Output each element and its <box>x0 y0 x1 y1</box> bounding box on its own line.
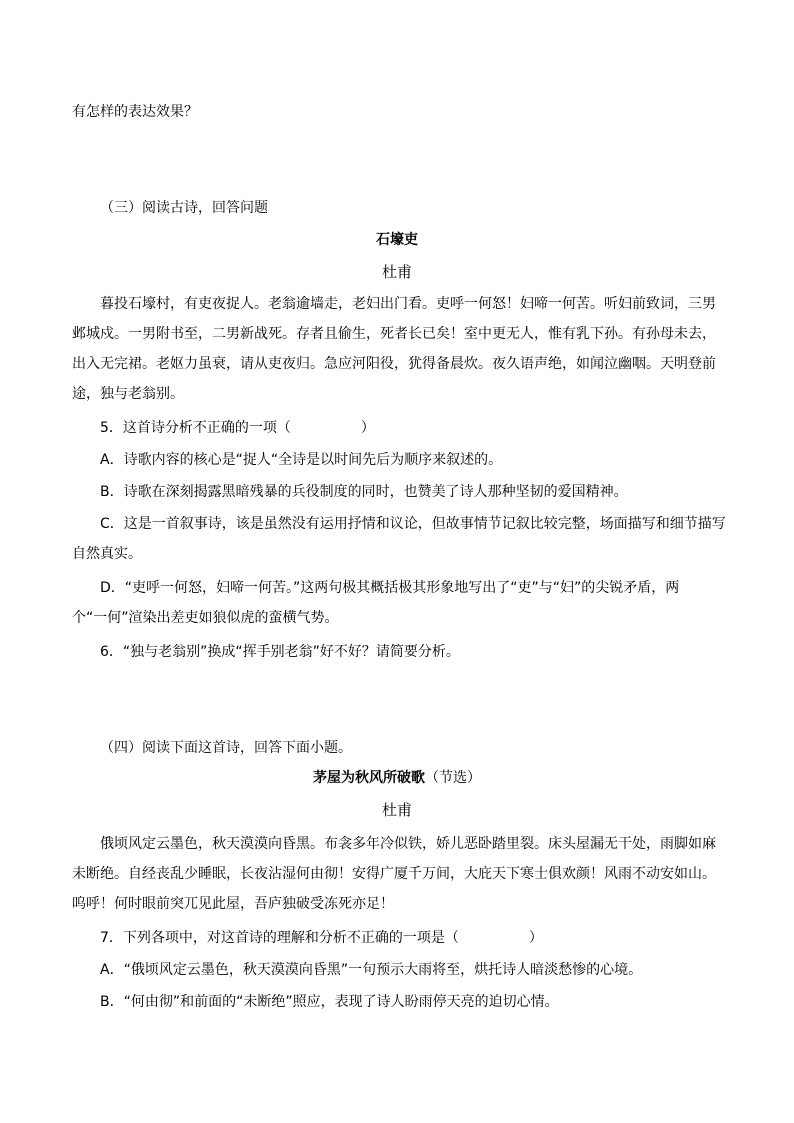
poem-author-2: 杜甫 <box>381 801 412 819</box>
question-5-option-b: B．诗歌在深刻揭露黑暗残暴的兵役制度的同时，也赞美了诗人那种坚韧的爱国精神。 <box>100 484 628 500</box>
question-6-stem: 6．“独与老翁别”换成“挥手别老翁”好不好？请简要分析。 <box>100 644 460 660</box>
poem2-line-3: 呜呼！何时眼前突兀见此屋，吾庐独破受冻死亦足！ <box>72 896 394 912</box>
poem2-line-1: 俄顷风定云墨色，秋天漠漠向昏黑。布衾多年冷似铁，娇儿恶卧踏里裂。床头屋漏无干处，雨脚如麻 <box>100 836 716 852</box>
question-5-option-c-line-1: C．这是一首叙事诗，该是虽然没有运用抒情和议论，但故事情节记叙比较完整，场面描写和细节描写 <box>100 516 726 532</box>
poem-line-2: 邺城戍。一男附书至，二男新战死。存者且偷生，死者长已矣！室中更无人，惟有乳下孙。有孙母未去， <box>72 326 716 342</box>
question-5-option-a: A．诗歌内容的核心是“捉人“全诗是以时间先后为顺序来叙述的。 <box>100 452 503 468</box>
poem-title-shihaoli: 石壕吏 <box>376 232 418 248</box>
section-3-heading: （三）阅读古诗，回答问题 <box>100 200 268 216</box>
poem-title-maowu: 茅屋为秋风所破歌 <box>313 770 425 786</box>
poem-line-4: 途，独与老翁别。 <box>72 386 184 402</box>
question-7-option-b: B．“何由彻”和前面的“未断绝”照应，表现了诗人盼雨停天亮的迫切心情。 <box>100 994 559 1010</box>
poem-line-3: 出入无完裙。老妪力虽衰，请从吏夜归。急应河阳役，犹得备晨炊。夜久语声绝，如闻泣幽咽。天明登前 <box>72 356 716 372</box>
question-5-option-d-line-1: D．“吏呼一何怒，妇啼一何苦。”这两句极其概括极其形象地写出了“吏”与“妇”的尖锐矛盾，两 <box>100 580 680 596</box>
question-5-option-d-line-2: 个“一何”渲染出差吏如狼似虎的蛮横气势。 <box>72 610 339 626</box>
poem2-line-2: 未断绝。自经丧乱少睡眠，长夜沾湿何由彻！安得广厦千万间，大庇天下寒士俱欢颜！风雨不动安如山。 <box>72 866 716 882</box>
previous-question-tail: 有怎样的表达效果？ <box>72 104 198 120</box>
poem-title-block <box>72 768 722 788</box>
question-5-option-c-line-2: 自然真实。 <box>72 546 142 562</box>
poem-title-suffix: （节选） <box>425 770 481 786</box>
poem-author: 杜甫 <box>381 263 412 281</box>
section-4-heading: （四）阅读下面这首诗，回答下面小题。 <box>100 740 352 756</box>
question-7-stem: 7．下列各项中，对这首诗的理解和分析不正确的一项是（ ） <box>100 930 543 946</box>
question-7-option-a: A．“俄顷风定云墨色，秋天漠漠向昏黑”一句预示大雨将至，烘托诗人暗淡愁惨的心境。 <box>100 962 643 978</box>
question-5-stem: 5．这首诗分析不正确的一项（ ） <box>100 420 375 436</box>
poem-line-1: 暮投石壕村，有吏夜捉人。老翁逾墙走，老妇出门看。吏呼一何怒！妇啼一何苦。听妇前致词，三男 <box>100 296 716 312</box>
